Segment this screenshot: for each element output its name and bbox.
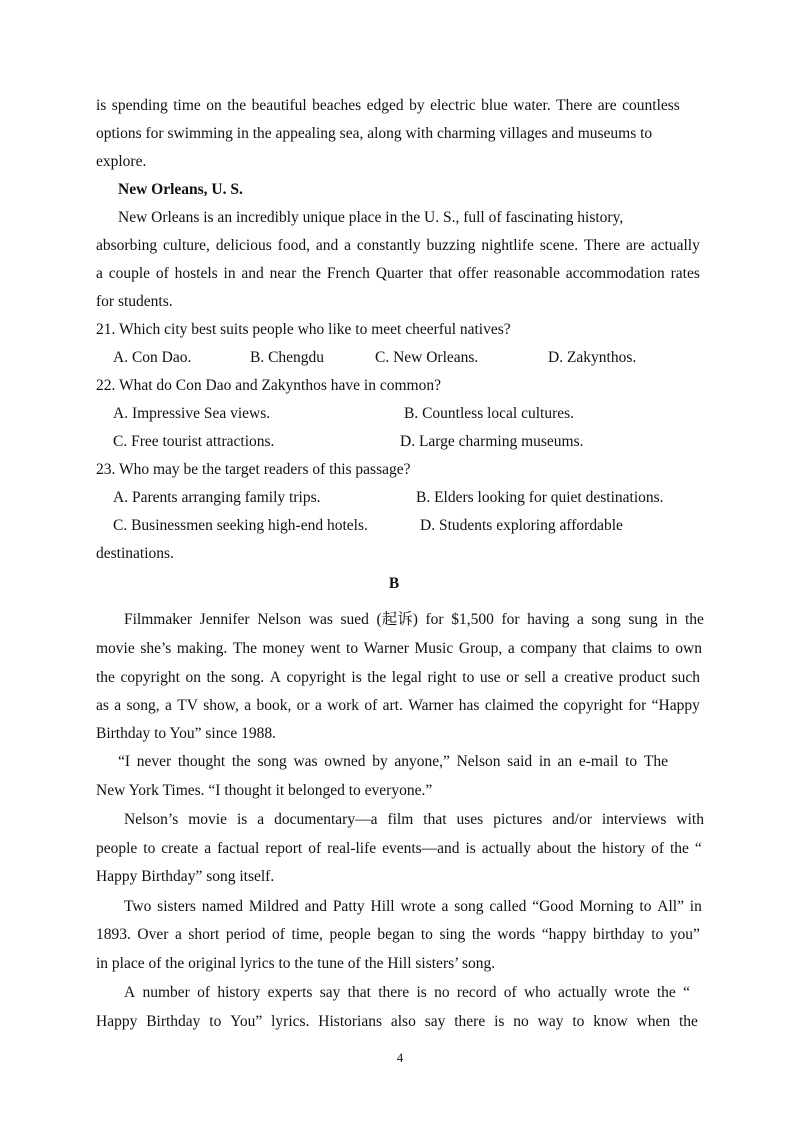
word: water. — [513, 97, 551, 114]
word: Birthday — [146, 1013, 201, 1030]
word: for — [628, 697, 647, 714]
word: the — [685, 611, 704, 628]
word: actually — [481, 840, 531, 857]
word: claims — [611, 640, 653, 657]
word: she’s — [140, 640, 172, 657]
word: The — [232, 640, 257, 657]
word: “Good — [532, 898, 574, 915]
text-line: New Orleans is an incredibly unique place in the U. S., full of fascinating history, — [118, 209, 624, 226]
word: are — [597, 97, 617, 114]
word: a — [96, 265, 103, 282]
word: and — [315, 237, 339, 254]
word: use — [479, 669, 501, 686]
passage-line — [96, 696, 700, 716]
word: and — [241, 265, 264, 282]
word: is — [465, 840, 476, 857]
word: “I — [118, 753, 131, 770]
word: birthday — [593, 926, 645, 943]
word: French — [326, 265, 370, 282]
word: A — [269, 669, 281, 686]
passage-line — [96, 954, 495, 974]
word: of — [272, 926, 285, 943]
word: movie — [96, 640, 135, 657]
word: show, — [203, 697, 239, 714]
word: when — [636, 1013, 671, 1030]
word: the — [302, 265, 322, 282]
word: is — [494, 1013, 505, 1030]
word: thought — [177, 753, 226, 770]
page-number: 4 — [396, 1050, 404, 1065]
word: documentary—a — [274, 811, 378, 828]
word: named — [201, 898, 244, 915]
passage-line — [96, 724, 276, 744]
word: is — [236, 811, 248, 828]
word: (起诉) — [376, 611, 418, 628]
word: Two — [124, 898, 152, 915]
word: people — [329, 926, 371, 943]
word: the — [96, 669, 115, 686]
text-line: New York Times. “I thought it belonged to everyone.” — [96, 782, 433, 799]
word: to — [420, 926, 433, 943]
word: Quarter — [375, 265, 424, 282]
text-line: for students. — [96, 293, 173, 310]
word: in — [223, 265, 236, 282]
answer-option-d[interactable]: D. Students exploring affordable — [420, 517, 623, 534]
word: a — [114, 697, 122, 714]
word: delicious — [215, 237, 272, 254]
word: 1893. — [96, 926, 131, 943]
word: spending — [111, 97, 168, 114]
word: All” — [657, 898, 684, 915]
word: work — [327, 697, 360, 714]
word: film — [387, 811, 414, 828]
word: beaches — [312, 97, 362, 114]
word: Music — [414, 640, 454, 657]
word: was — [293, 753, 318, 770]
word: say — [319, 984, 341, 1001]
word: There — [556, 97, 593, 114]
word: Group, — [458, 640, 503, 657]
passage-line — [118, 752, 668, 772]
text-line: options for swimming in the appealing sea, along with charming villages and museums to — [96, 125, 653, 142]
word: edged — [366, 97, 404, 114]
word: Hill — [370, 898, 395, 915]
answer-option-c[interactable]: C. Free tourist attractions. — [113, 433, 275, 450]
word: who — [523, 984, 551, 1001]
word: on — [185, 669, 201, 686]
passage-line — [96, 152, 146, 172]
word: a — [344, 237, 351, 254]
word: hostels — [174, 265, 218, 282]
word: company — [520, 640, 578, 657]
word: to — [346, 640, 359, 657]
word: the — [367, 669, 387, 686]
word: “happy — [541, 926, 587, 943]
word: song — [257, 753, 287, 770]
word: to — [651, 926, 664, 943]
word: anyone,” — [394, 753, 450, 770]
text-line: Birthday to You” since 1988. — [96, 725, 276, 742]
passage-line — [124, 810, 704, 830]
word: the — [577, 840, 597, 857]
word: said — [507, 753, 533, 770]
word: no — [434, 984, 450, 1001]
question-stem: 21. Which city best suits people who like to meet cheerful natives? — [96, 321, 511, 338]
word: Warner — [408, 697, 454, 714]
answer-option-d-wrap: destinations. — [96, 545, 174, 562]
word: TV — [177, 697, 198, 714]
word: interviews — [601, 811, 667, 828]
word: legal — [391, 669, 422, 686]
word: the — [231, 753, 251, 770]
word: right — [427, 669, 457, 686]
word: Patty — [332, 898, 365, 915]
word: Nelson — [456, 753, 501, 770]
passage-line — [96, 839, 702, 859]
word: actually — [650, 237, 700, 254]
word: or — [296, 697, 310, 714]
passage-line — [96, 639, 702, 659]
word: “Happy — [651, 697, 700, 714]
word: is — [351, 669, 362, 686]
word: Historians — [318, 1013, 382, 1030]
word: know — [593, 1013, 628, 1030]
word: factual — [217, 840, 260, 857]
word: of — [197, 984, 211, 1001]
word: to — [462, 669, 475, 686]
answer-option-a[interactable]: A. Parents arranging family trips. — [113, 489, 321, 506]
word: is — [416, 984, 427, 1001]
word: a — [257, 811, 265, 828]
word: of — [364, 697, 378, 714]
passage-line — [96, 668, 700, 688]
word: in — [538, 753, 551, 770]
word: song. — [230, 669, 265, 686]
word: time, — [291, 926, 323, 943]
word: never — [136, 753, 172, 770]
word: sell — [524, 669, 547, 686]
word: to — [209, 1013, 222, 1030]
word: in — [665, 611, 678, 628]
word: period — [225, 926, 266, 943]
word: a — [165, 697, 172, 714]
word: couple — [108, 265, 151, 282]
text-line: in place of the original lyrics to the tune of the Hill sisters’ song. — [96, 955, 496, 972]
word: beautiful — [251, 97, 307, 114]
word: countless — [622, 97, 680, 114]
word: Over — [137, 926, 169, 943]
text-line: explore. — [96, 153, 147, 170]
word: having — [527, 611, 570, 628]
answer-option-b[interactable]: B. Countless local cultures. — [404, 405, 575, 422]
passage-line — [118, 208, 623, 228]
passage-line — [96, 781, 432, 801]
passage-line — [96, 236, 700, 256]
word: there — [454, 1013, 486, 1030]
section-heading: New Orleans, U. S. — [118, 181, 243, 198]
word: as — [96, 697, 109, 714]
word: Filmmaker — [124, 611, 193, 628]
word: a — [551, 669, 559, 686]
word: on — [206, 97, 222, 114]
word: experts — [267, 984, 313, 1001]
word: record — [456, 984, 497, 1001]
word: report — [265, 840, 303, 857]
word: the — [656, 984, 676, 1001]
word: to — [625, 753, 638, 770]
word: There — [583, 237, 621, 254]
answer-option-c[interactable]: C. Businessmen seeking high-end hotels. — [113, 517, 368, 534]
word: $1,500 — [451, 611, 494, 628]
word: is — [96, 97, 107, 114]
word: wrote — [614, 984, 650, 1001]
word: number — [142, 984, 190, 1001]
word: to — [143, 840, 156, 857]
passage-line — [96, 264, 700, 284]
word: there — [378, 984, 410, 1001]
answer-option-a[interactable]: A. Con Dao. — [113, 349, 192, 366]
word: buzzing — [426, 237, 476, 254]
word: uses — [456, 811, 484, 828]
word: copyright — [286, 669, 346, 686]
word: you” — [669, 926, 700, 943]
word: money — [262, 640, 305, 657]
word: the — [471, 926, 491, 943]
passage-line — [124, 983, 690, 1003]
passage-line — [96, 124, 652, 144]
passage-line — [96, 292, 173, 312]
word: song, — [126, 697, 160, 714]
word: a — [204, 840, 212, 857]
word: events—and — [382, 840, 460, 857]
word: a — [244, 697, 252, 714]
word: that — [428, 265, 453, 282]
answer-option-d[interactable]: D. Large charming museums. — [400, 433, 584, 450]
word: create — [161, 840, 199, 857]
word: to — [657, 640, 670, 657]
word: went — [310, 640, 341, 657]
word: with — [676, 811, 704, 828]
word: Morning — [579, 898, 634, 915]
word: the — [539, 697, 559, 714]
word: Happy — [96, 1013, 138, 1030]
word: for — [425, 611, 444, 628]
word: sued — [340, 611, 369, 628]
word: accommodation — [565, 265, 665, 282]
word: way — [537, 1013, 564, 1030]
word: making. — [176, 640, 228, 657]
passage-line — [96, 867, 274, 887]
word: a — [314, 697, 322, 714]
word: sisters — [157, 898, 196, 915]
word: also — [390, 1013, 416, 1030]
word: near — [269, 265, 297, 282]
passage-line — [124, 610, 704, 630]
question-stem: 22. What do Con Dao and Zakynthos have in common? — [96, 377, 441, 394]
word: A — [124, 984, 136, 1001]
word: Nelson — [257, 611, 302, 628]
word: the — [678, 1013, 698, 1030]
word: was — [308, 611, 333, 628]
answer-option-b[interactable]: B. Elders looking for quiet destinations. — [416, 489, 664, 506]
word: by — [409, 97, 425, 114]
word: of — [503, 984, 517, 1001]
word: creative — [564, 669, 614, 686]
word: electric — [430, 97, 476, 114]
word: real-life — [327, 840, 377, 857]
word: claimed — [484, 697, 534, 714]
word: book, — [256, 697, 292, 714]
word: movie — [188, 811, 227, 828]
word: e-mail — [578, 753, 619, 770]
word: art. — [382, 697, 403, 714]
word: history — [602, 840, 646, 857]
word: about — [536, 840, 572, 857]
word: copyright — [120, 669, 180, 686]
word: offer — [458, 265, 488, 282]
answer-option-d[interactable]: D. Zakynthos. — [548, 349, 637, 366]
word: such — [671, 669, 700, 686]
answer-option-c[interactable]: C. New Orleans. — [375, 349, 479, 366]
word: that — [347, 984, 371, 1001]
word: by — [372, 753, 388, 770]
word: actually — [557, 984, 607, 1001]
word: scene. — [539, 237, 579, 254]
word: of — [651, 840, 665, 857]
word: of — [308, 840, 322, 857]
word: owned — [324, 753, 366, 770]
word: that — [582, 640, 606, 657]
word: pictures — [493, 811, 543, 828]
word: the — [227, 97, 247, 114]
word: nightlife — [481, 237, 534, 254]
word: are — [626, 237, 645, 254]
word: to — [639, 898, 652, 915]
word: culture, — [163, 237, 210, 254]
word: short — [188, 926, 220, 943]
word: words — [497, 926, 536, 943]
word: constantly — [356, 237, 421, 254]
word: an — [557, 753, 573, 770]
word: blue — [481, 97, 508, 114]
word: The — [643, 753, 668, 770]
question-stem: 23. Who may be the target readers of this passage? — [96, 461, 411, 478]
word: “ — [683, 984, 690, 1001]
word: or — [506, 669, 520, 686]
answer-option-b[interactable]: B. Chengdu — [250, 349, 325, 366]
word: people — [96, 840, 138, 857]
word: Jennifer — [199, 611, 250, 628]
word: time — [173, 97, 201, 114]
word: product — [618, 669, 667, 686]
word: copyright — [563, 697, 623, 714]
word: of — [155, 265, 169, 282]
word: Warner — [363, 640, 409, 657]
passage-line — [96, 925, 700, 945]
word: sing — [439, 926, 466, 943]
answer-option-a[interactable]: A. Impressive Sea views. — [113, 405, 271, 422]
word: in — [689, 898, 702, 915]
word: say — [424, 1013, 446, 1030]
word: song — [454, 898, 484, 915]
word: absorbing — [96, 237, 158, 254]
word: Mildred — [248, 898, 299, 915]
word: and/or — [552, 811, 592, 828]
passage-line — [124, 897, 702, 917]
passage-line — [96, 96, 680, 116]
word: has — [458, 697, 480, 714]
word: Nelson’s — [124, 811, 179, 828]
text-line: Happy Birthday” song itself. — [96, 868, 275, 885]
word: lyrics. — [271, 1013, 310, 1030]
word: a — [441, 898, 449, 915]
word: rates — [670, 265, 700, 282]
word: a — [174, 926, 182, 943]
passage-line — [96, 1012, 698, 1032]
passage-heading: B — [388, 575, 400, 592]
word: began — [377, 926, 415, 943]
word: “ — [694, 840, 702, 857]
word: and — [304, 898, 327, 915]
word: the — [669, 840, 689, 857]
word: song — [591, 611, 621, 628]
word: wrote — [400, 898, 436, 915]
word: own — [675, 640, 702, 657]
word: history — [217, 984, 261, 1001]
word: sung — [628, 611, 658, 628]
word: the — [206, 669, 226, 686]
word: called — [489, 898, 527, 915]
word: that — [423, 811, 447, 828]
word: a — [507, 640, 515, 657]
word: no — [513, 1013, 529, 1030]
word: food, — [277, 237, 310, 254]
word: You” — [230, 1013, 263, 1030]
word: reasonable — [493, 265, 560, 282]
word: for — [501, 611, 520, 628]
word: a — [576, 611, 584, 628]
word: to — [572, 1013, 585, 1030]
